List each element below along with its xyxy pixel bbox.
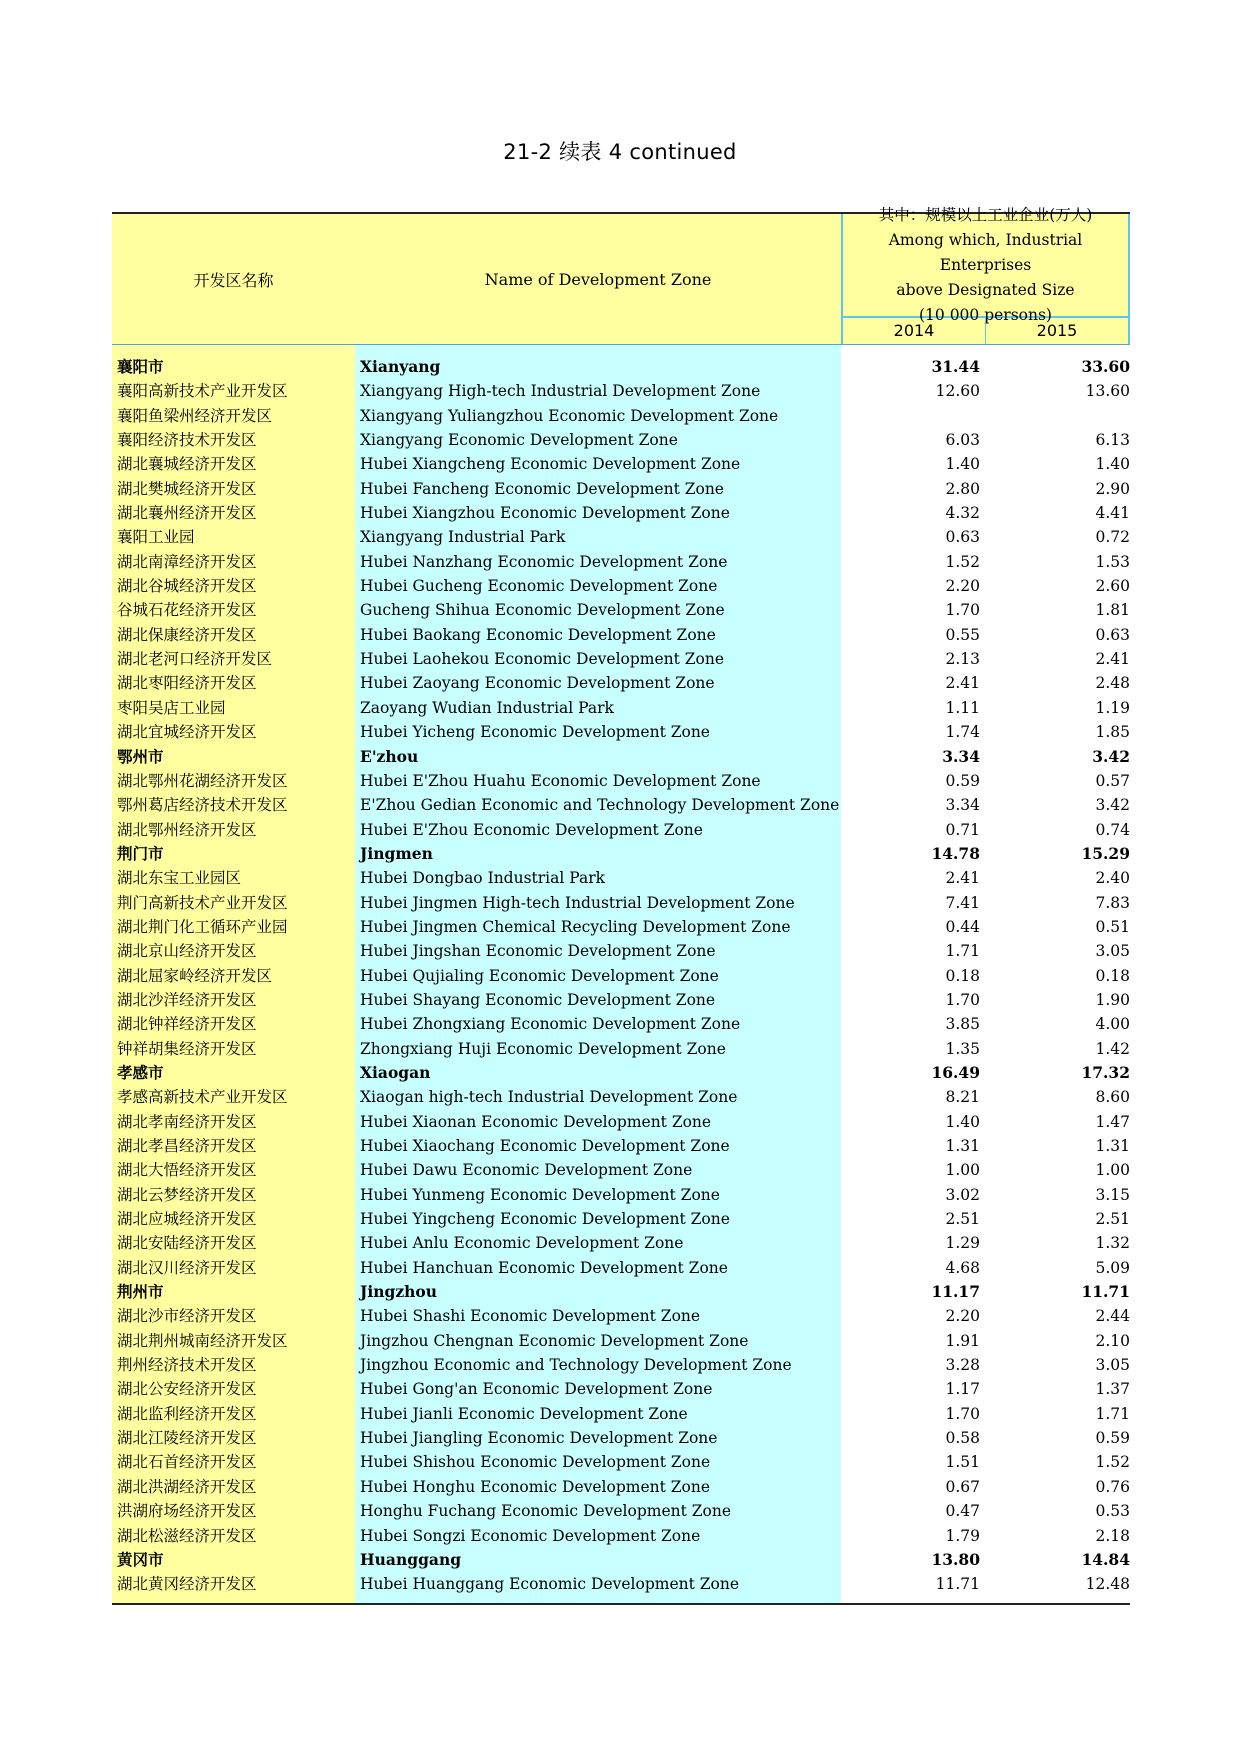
cell-value-2014: 4.32 <box>945 504 980 523</box>
cell-zone-en: Hubei Qujialing Economic Development Zone <box>360 966 719 985</box>
cell-zone-cn: 湖北屈家岭经济开发区 <box>117 966 273 985</box>
cell-zone-cn: 湖北老河口经济开发区 <box>117 650 273 669</box>
cell-value-2015: 1.71 <box>1095 1404 1130 1423</box>
header-zone-name-cn: 开发区名称 <box>112 214 355 344</box>
cell-value-2014: 3.02 <box>945 1185 980 1204</box>
cell-value-2014: 1.51 <box>945 1453 980 1472</box>
cell-value-2014: 0.71 <box>945 820 980 839</box>
cell-value-2015: 12.48 <box>1085 1575 1130 1594</box>
cell-zone-cn: 湖北京山经济开发区 <box>117 942 257 961</box>
cell-zone-en: Hubei E'Zhou Economic Development Zone <box>360 820 703 839</box>
cell-value-2015: 1.40 <box>1095 455 1130 474</box>
column-values <box>841 345 1130 1603</box>
cell-zone-en: Hubei Yingcheng Economic Development Zone <box>360 1210 730 1229</box>
cell-value-2015: 13.60 <box>1085 382 1130 401</box>
cell-value-2014: 2.41 <box>945 674 980 693</box>
cell-value-2015: 1.85 <box>1095 723 1130 742</box>
cell-zone-en: Hubei Honghu Economic Development Zone <box>360 1477 711 1496</box>
cell-value-2015: 5.09 <box>1095 1258 1130 1277</box>
cell-value-2014: 6.03 <box>945 431 980 450</box>
cell-zone-en: Honghu Fuchang Economic Development Zone <box>360 1502 732 1521</box>
cell-zone-cn: 湖北襄城经济开发区 <box>117 455 257 474</box>
cell-value-2014: 1.70 <box>945 990 980 1009</box>
table-header <box>112 205 1130 345</box>
cell-zone-en: Zhongxiang Huji Economic Development Zone <box>360 1039 726 1058</box>
cell-value-2015: 1.90 <box>1095 990 1130 1009</box>
cell-zone-en: Hubei Anlu Economic Development Zone <box>360 1234 684 1253</box>
column-zone-name-cn <box>112 345 355 1603</box>
cell-value-2014: 1.31 <box>945 1137 980 1155</box>
cell-value-2014: 0.44 <box>945 917 980 936</box>
column-2014 <box>841 355 985 1597</box>
cell-zone-en: Hubei Shishou Economic Development Zone <box>360 1453 711 1472</box>
cell-value-2015: 3.05 <box>1095 1356 1130 1375</box>
cell-zone-cn: 枣阳吴店工业园 <box>117 698 226 717</box>
cell-value-2014: 1.17 <box>945 1380 980 1399</box>
cell-zone-en: Xiangyang Yuliangzhou Economic Development Zone <box>360 406 779 425</box>
cell-value-2014: 2.20 <box>945 1307 980 1326</box>
cell-value-2014: 11.17 <box>931 1282 980 1302</box>
cell-zone-en: Hubei Gucheng Economic Development Zone <box>360 577 718 596</box>
cell-zone-cn: 谷城石花经济开发区 <box>117 601 257 620</box>
cell-value-2015: 3.42 <box>1095 796 1130 815</box>
cell-value-2014: 31.44 <box>931 357 980 376</box>
column-zone-name-en <box>355 345 841 1603</box>
cell-value-2014: 1.11 <box>945 698 980 717</box>
cell-value-2014: 13.80 <box>931 1549 980 1569</box>
cell-zone-en: Hubei Nanzhang Economic Development Zone <box>360 552 728 571</box>
cell-value-2015: 17.32 <box>1081 1062 1130 1082</box>
cell-zone-en: Xianyang <box>360 357 441 376</box>
table-body <box>112 345 1130 1603</box>
cell-value-2014: 4.68 <box>945 1258 980 1277</box>
cell-value-2014: 14.78 <box>931 843 980 863</box>
cell-zone-cn: 湖北汉川经济开发区 <box>117 1258 257 1277</box>
cell-zone-en: Hubei Xiangzhou Economic Development Zone <box>360 504 730 523</box>
cell-value-2014: 2.41 <box>945 869 980 888</box>
cell-value-2015: 1.32 <box>1095 1234 1130 1253</box>
cell-value-2014: 0.58 <box>945 1429 980 1448</box>
cell-zone-en: Huanggang <box>360 1549 462 1569</box>
cell-value-2015: 2.44 <box>1095 1307 1130 1326</box>
cell-value-2015: 1.53 <box>1095 552 1130 571</box>
cell-zone-cn: 黄冈市 <box>117 1549 164 1569</box>
cell-value-2014: 1.35 <box>945 1039 980 1058</box>
cell-zone-en: Hubei Jingmen High-tech Industrial Development Zone <box>360 893 795 912</box>
cell-zone-en: Xiangyang Economic Development Zone <box>360 431 678 450</box>
cell-zone-en: Hubei Laohekou Economic Development Zone <box>360 650 725 669</box>
cell-value-2015: 33.60 <box>1081 357 1130 376</box>
cell-value-2015 <box>985 404 1136 428</box>
cell-value-2015: 3.15 <box>1095 1185 1130 1204</box>
cell-zone-en: Hubei Zhongxiang Economic Development Zone <box>360 1015 741 1034</box>
cell-value-2015: 14.84 <box>1081 1549 1130 1569</box>
cell-zone-cn: 湖北沙洋经济开发区 <box>117 990 257 1009</box>
cell-value-2015: 3.42 <box>1092 746 1130 766</box>
cell-value-2015: 0.63 <box>1095 625 1130 644</box>
cell-value-2014: 1.70 <box>945 1404 980 1423</box>
cell-zone-en: Hubei Shashi Economic Development Zone <box>360 1307 701 1326</box>
cell-value-2015: 2.10 <box>1095 1331 1130 1350</box>
cell-zone-en: Hubei Xiaonan Economic Development Zone <box>360 1112 712 1131</box>
cell-value-2015: 1.52 <box>1095 1453 1130 1472</box>
cell-value-2014: 0.47 <box>945 1502 980 1521</box>
cell-zone-cn: 襄阳经济技术开发区 <box>117 431 257 450</box>
cell-zone-en: Gucheng Shihua Economic Development Zone <box>360 601 725 620</box>
cell-zone-cn: 襄阳工业园 <box>117 528 195 547</box>
cell-value-2014: 1.29 <box>945 1234 980 1253</box>
cell-value-2015: 0.51 <box>1095 917 1130 936</box>
cell-value-2014: 3.34 <box>945 796 980 815</box>
cell-value-2014: 7.41 <box>945 893 980 912</box>
cell-value-2015: 0.74 <box>1095 820 1130 839</box>
cell-value-2015: 8.60 <box>1095 1088 1130 1107</box>
cell-value-2015: 1.37 <box>1095 1380 1130 1399</box>
cell-value-2014: 0.63 <box>945 528 980 547</box>
cell-zone-cn: 湖北谷城经济开发区 <box>117 577 257 596</box>
column-2015 <box>985 355 1129 1597</box>
cell-zone-cn: 襄阳鱼梁州经济开发区 <box>117 406 273 425</box>
cell-value-2014: 3.85 <box>945 1015 980 1034</box>
cell-value-2014 <box>841 404 985 428</box>
cell-zone-cn: 湖北松滋经济开发区 <box>117 1526 257 1545</box>
cell-zone-cn: 湖北南漳经济开发区 <box>117 552 257 571</box>
cell-zone-en: Hubei Zaoyang Economic Development Zone <box>360 674 715 693</box>
cell-zone-en: Jingmen <box>360 843 433 863</box>
cell-value-2015: 2.48 <box>1095 674 1130 693</box>
cell-zone-en: Hubei Fancheng Economic Development Zone <box>360 479 724 498</box>
header-value-group <box>841 205 1130 344</box>
cell-value-2015: 0.57 <box>1095 771 1130 790</box>
cell-zone-en: Zaoyang Wudian Industrial Park <box>360 698 614 717</box>
cell-zone-en: Hubei Huanggang Economic Development Zone <box>360 1575 740 1594</box>
header-value-desc-line: above Designated Size <box>896 280 1075 299</box>
cell-value-2015: 2.40 <box>1095 869 1130 888</box>
cell-value-2014: 2.20 <box>945 577 980 596</box>
cell-value-2015: 1.47 <box>1095 1112 1130 1131</box>
cell-zone-cn: 湖北襄州经济开发区 <box>117 504 257 523</box>
cell-zone-cn: 荆门高新技术产业开发区 <box>117 893 288 912</box>
cell-zone-cn: 荆州市 <box>117 1282 164 1302</box>
cell-value-2014: 8.21 <box>945 1088 980 1107</box>
cell-zone-en: Hubei Yicheng Economic Development Zone <box>360 723 710 742</box>
cell-zone-cn: 钟祥胡集经济开发区 <box>117 1039 257 1058</box>
cell-value-2015: 15.29 <box>1081 843 1130 863</box>
cell-zone-cn: 湖北鄂州经济开发区 <box>117 820 257 839</box>
cell-zone-en: Jingzhou Chengnan Economic Development Zone <box>360 1331 749 1350</box>
cell-zone-cn: 湖北樊城经济开发区 <box>117 479 257 498</box>
cell-zone-cn: 襄阳市 <box>117 357 164 376</box>
header-value-desc-line: 其中：规模以上工业企业(万人) <box>878 205 1093 224</box>
cell-zone-cn: 孝感高新技术产业开发区 <box>117 1088 288 1107</box>
cell-zone-en: Hubei Shayang Economic Development Zone <box>360 990 716 1009</box>
cell-zone-en: Hubei E'Zhou Huahu Economic Development Zone <box>360 771 761 790</box>
cell-zone-cn: 湖北荆门化工循环产业园 <box>117 917 288 936</box>
cell-value-2014: 1.40 <box>945 1112 980 1131</box>
cell-zone-en: Hubei Jingshan Economic Development Zone <box>360 942 716 961</box>
cell-zone-en: Hubei Dawu Economic Development Zone <box>360 1161 693 1180</box>
page-title: 21-2 续表 4 continued <box>503 140 737 164</box>
cell-zone-cn: 湖北枣阳经济开发区 <box>117 674 257 693</box>
cell-value-2015: 2.18 <box>1095 1526 1130 1545</box>
cell-zone-cn: 荆门市 <box>117 843 164 863</box>
cell-zone-en: Xiaogan high-tech Industrial Development Zone <box>360 1088 738 1107</box>
cell-zone-cn: 湖北荆州城南经济开发区 <box>117 1331 288 1350</box>
cell-zone-cn: 孝感市 <box>117 1062 164 1082</box>
cell-value-2014: 1.71 <box>945 942 980 961</box>
cell-zone-cn: 洪湖府场经济开发区 <box>117 1502 257 1521</box>
cell-value-2015: 1.00 <box>1095 1161 1130 1180</box>
cell-value-2015: 1.19 <box>1095 698 1130 717</box>
cell-value-2015: 4.41 <box>1095 504 1130 523</box>
cell-value-2014: 0.67 <box>945 1477 980 1496</box>
cell-zone-en: E'zhou <box>360 746 419 766</box>
cell-zone-cn: 湖北宜城经济开发区 <box>117 723 257 742</box>
cell-zone-cn: 湖北沙市经济开发区 <box>117 1307 257 1326</box>
cell-value-2014: 2.13 <box>945 650 980 669</box>
cell-zone-cn: 湖北公安经济开发区 <box>117 1380 257 1399</box>
cell-zone-en: Hubei Jingmen Chemical Recycling Development Zone <box>360 917 791 936</box>
cell-zone-cn: 湖北监利经济开发区 <box>117 1404 257 1423</box>
cell-value-2014: 1.74 <box>945 723 980 742</box>
cell-zone-cn: 湖北应城经济开发区 <box>117 1210 257 1229</box>
cell-zone-cn: 湖北石首经济开发区 <box>117 1453 257 1472</box>
cell-value-2015: 3.05 <box>1095 942 1130 961</box>
cell-zone-cn: 湖北保康经济开发区 <box>117 625 257 644</box>
cell-value-2014: 0.18 <box>945 966 980 985</box>
cell-value-2015: 2.41 <box>1095 650 1130 669</box>
cell-value-2015: 0.53 <box>1095 1502 1130 1521</box>
cell-value-2015: 0.72 <box>1095 528 1130 547</box>
cell-value-2015: 0.76 <box>1095 1477 1130 1496</box>
cell-zone-en: Hubei Xiaochang Economic Development Zone <box>360 1137 730 1155</box>
cell-value-2015: 1.81 <box>1095 601 1130 620</box>
cell-zone-cn: 鄂州葛店经济技术开发区 <box>117 796 288 815</box>
cell-zone-en: Hubei Songzi Economic Development Zone <box>360 1526 701 1545</box>
cell-value-2015: 7.83 <box>1095 893 1130 912</box>
cell-zone-cn: 襄阳高新技术产业开发区 <box>117 382 288 401</box>
cell-value-2015: 1.42 <box>1095 1039 1130 1058</box>
cell-zone-en: Hubei Dongbao Industrial Park <box>360 869 606 888</box>
cell-zone-en: E'Zhou Gedian Economic and Technology Development Zone <box>360 796 840 815</box>
cell-value-2014: 2.51 <box>945 1210 980 1229</box>
cell-zone-cn: 湖北钟祥经济开发区 <box>117 1015 257 1034</box>
cell-value-2015: 4.00 <box>1095 1015 1130 1034</box>
header-year-2015: 2015 <box>985 318 1128 344</box>
cell-value-2014: 1.52 <box>945 552 980 571</box>
cell-value-2014: 0.59 <box>945 771 980 790</box>
header-zone-name-en: Name of Development Zone <box>355 214 841 344</box>
cell-zone-en: Xiangyang High-tech Industrial Development Zone <box>360 382 761 401</box>
cell-zone-en: Xiangyang Industrial Park <box>360 528 566 547</box>
cell-value-2014: 0.55 <box>945 625 980 644</box>
cell-zone-cn: 湖北大悟经济开发区 <box>117 1161 257 1180</box>
cell-zone-cn: 湖北江陵经济开发区 <box>117 1429 257 1448</box>
cell-zone-en: Hubei Xiangcheng Economic Development Zone <box>360 455 741 474</box>
cell-zone-en: Hubei Yunmeng Economic Development Zone <box>360 1185 720 1204</box>
data-table <box>112 205 1130 1605</box>
cell-zone-en: Xiaogan <box>360 1062 431 1082</box>
cell-zone-cn: 湖北安陆经济开发区 <box>117 1234 257 1253</box>
header-value-description <box>843 205 1128 324</box>
cell-value-2015: 11.71 <box>1081 1282 1130 1302</box>
cell-value-2015: 2.51 <box>1095 1210 1130 1229</box>
cell-value-2014: 16.49 <box>931 1062 980 1082</box>
header-year-2014: 2014 <box>893 321 935 340</box>
cell-zone-cn: 湖北云梦经济开发区 <box>117 1185 257 1204</box>
cell-zone-cn: 湖北鄂州花湖经济开发区 <box>117 771 288 790</box>
cell-value-2014: 11.71 <box>935 1575 980 1594</box>
cell-value-2015: 2.60 <box>1095 577 1130 596</box>
cell-value-2014: 1.79 <box>945 1526 980 1545</box>
cell-zone-en: Jingzhou <box>360 1282 438 1302</box>
cell-zone-en: Hubei Gong'an Economic Development Zone <box>360 1380 713 1399</box>
cell-zone-en: Jingzhou Economic and Technology Development Zone <box>360 1356 792 1375</box>
header-value-desc-line: (10 000 persons) <box>919 305 1052 324</box>
cell-value-2014: 3.34 <box>942 746 980 766</box>
cell-value-2014: 1.00 <box>945 1161 980 1180</box>
cell-value-2015: 0.18 <box>1095 966 1130 985</box>
cell-value-2014: 1.40 <box>945 455 980 474</box>
cell-value-2014: 1.91 <box>945 1331 980 1350</box>
header-value-desc-line: Among which, Industrial Enterprises <box>888 230 1083 274</box>
cell-zone-en: Hubei Jianli Economic Development Zone <box>360 1404 688 1423</box>
cell-zone-cn: 荆州经济技术开发区 <box>117 1356 257 1375</box>
cell-zone-en: Hubei Baokang Economic Development Zone <box>360 625 716 644</box>
cell-zone-cn: 鄂州市 <box>117 746 164 766</box>
cell-value-2015: 2.90 <box>1095 479 1130 498</box>
cell-value-2015: 1.31 <box>1095 1137 1130 1155</box>
cell-value-2015: 0.59 <box>1095 1429 1130 1448</box>
cell-value-2014: 2.80 <box>945 479 980 498</box>
cell-zone-cn: 湖北东宝工业园区 <box>117 869 242 888</box>
cell-value-2014: 3.28 <box>945 1356 980 1375</box>
header-years <box>843 318 1128 344</box>
cell-zone-cn: 湖北孝南经济开发区 <box>117 1112 257 1131</box>
cell-value-2014: 12.60 <box>935 382 980 401</box>
cell-zone-en: Hubei Hanchuan Economic Development Zone <box>360 1258 728 1277</box>
cell-value-2015: 6.13 <box>1095 431 1130 450</box>
cell-zone-cn: 湖北洪湖经济开发区 <box>117 1477 257 1496</box>
cell-zone-en: Hubei Jiangling Economic Development Zone <box>360 1429 718 1448</box>
cell-value-2014: 1.70 <box>945 601 980 620</box>
cell-zone-cn: 湖北黄冈经济开发区 <box>117 1575 257 1594</box>
cell-zone-cn: 湖北孝昌经济开发区 <box>117 1137 257 1155</box>
